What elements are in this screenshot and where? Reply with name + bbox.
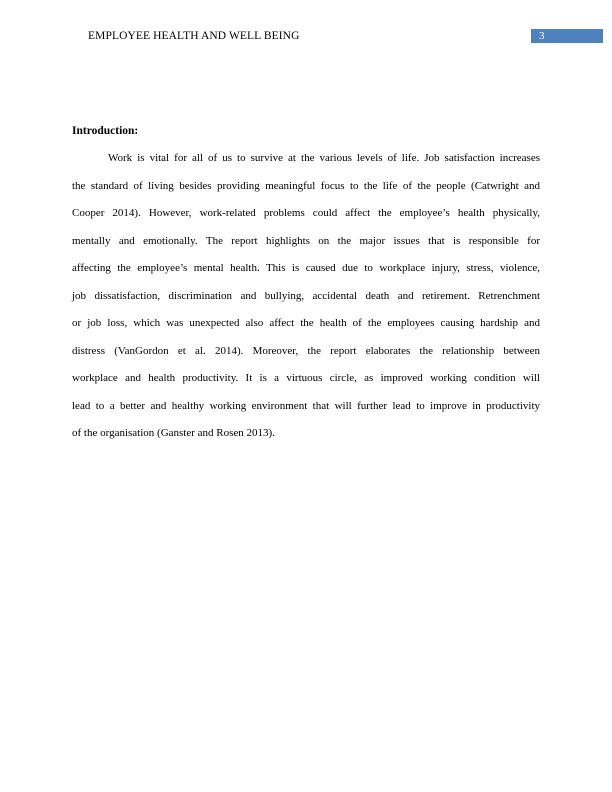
- paragraph-line: affecting the employee’s mental health. This is caused due to workplace injury, stress, violence,: [72, 262, 540, 274]
- paragraph-line: workplace and health productivity. It is a virtuous circle, as improved working condition will: [72, 372, 540, 384]
- paragraph-line: distress (VanGordon et al. 2014). Moreover, the report elaborates the relationship between: [72, 344, 540, 357]
- paragraph-line: mentally and emotionally. The report highlights on the major issues that is responsible for: [72, 234, 540, 247]
- paragraph-line: of the organisation (Ganster and Rosen 2013).: [72, 427, 275, 439]
- paragraph-line: or job loss, which was unexpected also affect the health of the employees causing hardship and: [72, 317, 540, 329]
- paragraph-line: job dissatisfaction, discrimination and bullying, accidental death and retirement. Retrenchment: [72, 289, 540, 302]
- running-header-title: EMPLOYEE HEALTH AND WELL BEING: [88, 30, 300, 42]
- paragraph-line: lead to a better and healthy working environment that will further lead to improve in productivity: [72, 399, 540, 412]
- paragraph-line: Work is vital for all of us to survive at the various levels of life. Job satisfaction increases: [108, 152, 540, 164]
- body-paragraph: [72, 151, 540, 454]
- section-heading: Introduction:: [72, 125, 139, 137]
- paragraph-line: Cooper 2014). However, work-related problems could affect the employee’s health physically,: [72, 207, 540, 219]
- paragraph-line: the standard of living besides providing meaningful focus to the life of the people (Catwright and: [72, 179, 540, 192]
- page-number-badge: [531, 29, 603, 43]
- page-number: 3: [539, 30, 545, 42]
